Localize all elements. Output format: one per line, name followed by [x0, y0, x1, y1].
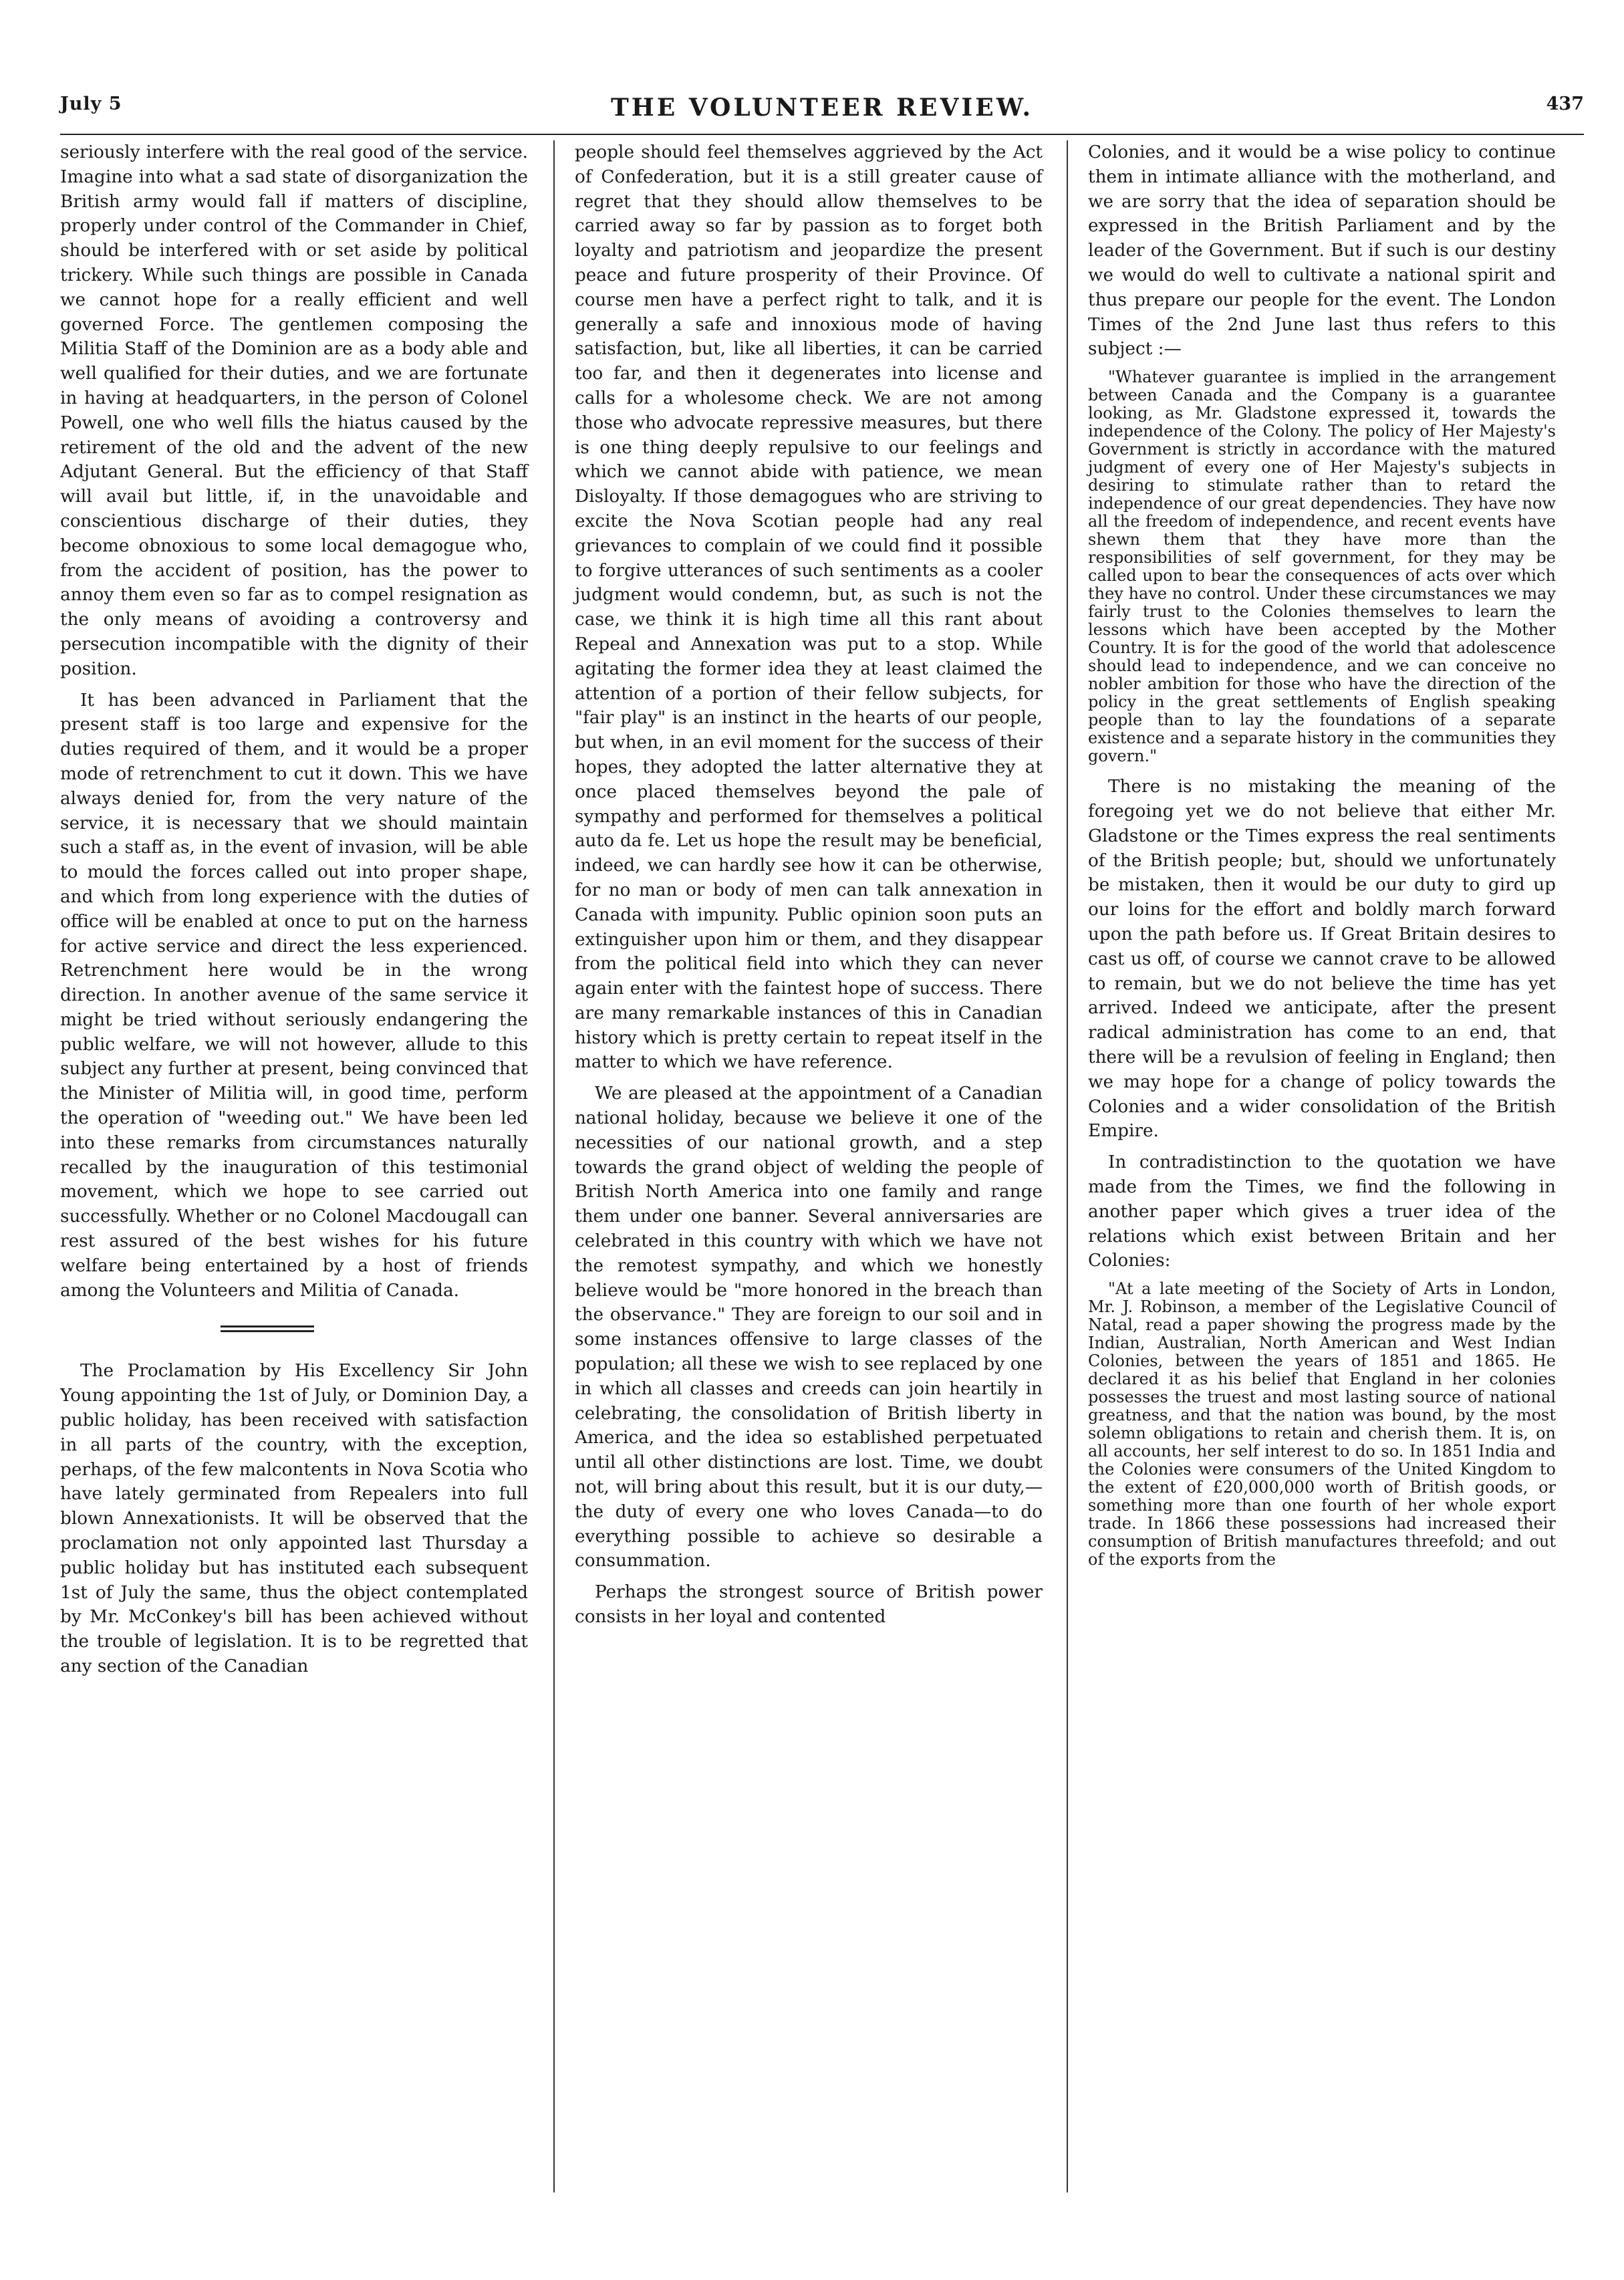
issue-date: July 5 — [60, 94, 122, 114]
article-paragraph: There is no mistaking the meaning of the foregoing yet we do not believe that either Mr. Gladstone or the Times express the real sentiments of the British people; but, should we unfortunately be mistaken, then it would be our duty to gird up our loins for the effort and boldly march forward upon the path before us. If Great Britain desires to cast us off, of course we cannot crave to be allowed to remain, but we do not believe the time has yet arrived. Indeed we anticipate, after the present radical administration has come to an end, that there will be a revulsion of feeling in England; then we may hope for a change of policy towards the Colonies and a wider consolidation of the British Empire. — [1088, 777, 1556, 1142]
article-paragraph: In contradistinction to the quotation we have made from the Times, we find the following in another paper which gives a truer idea of the relations which exist between Britain and her Colonies: — [1088, 1152, 1556, 1271]
page-header — [60, 94, 1584, 134]
page-number: 437 — [1546, 94, 1584, 114]
article-paragraph: people should feel themselves aggrieved by the Act of Confederation, but it is a still greater cause of regret that they should allow themselves to be carried away so far by passion as to forget both loyalty and patriotism and jeopardize the present peace and future prosperity of their Province. Of course men have a perfect right to talk, and it is generally a safe and innoxious mode of having satisfaction, but, like all liberties, it can be carried too far, and then it degenerates into license and calls for a wholesome check. We are not among those who advocate repressive measures, but there is one thing deeply repulsive to our feelings and which we cannot abide with patience, we mean Disloyalty. If those demagogues who are striving to excite the Nova Scotian people had any real grievances to complain of we could find it possible to forgive utterances of such sentiments as a cooler judgment would condemn, but, as such is not the case, we think it is high time all this rant about Repeal and Annexation was put to a stop. While agitating the former idea they at least claimed the attention of a portion of their fellow subjects, for "fair play" is an instinct in the hearts of our people, but when, in an evil moment for the success of their hopes, they adopted the latter alternative they at once placed themselves beyond the pale of sympathy and performed for themselves a political auto da fe. Let us hope the result may be beneficial, indeed, we can hardly see how it can be otherwise, for no man or body of men can talk annexation in Canada with impunity. Public opinion soon puts an extinguisher upon him or them, and they disappear from the political field into which they can never again enter with the faintest hope of success. There are many remarkable instances of this in Canadian history which is pretty certain to repeat itself in the matter to which we have reference. — [575, 142, 1043, 1073]
article-paragraph: Colonies, and it would be a wise policy to continue them in intimate alliance with the motherland, and we are sorry that the idea of separation should be expressed in the British Parliament and by the leader of the Government. But if such is our destiny we would do well to cultivate a national spirit and thus prepare our people for the event. The London Times of the 2nd June last thus refers to this subject :— — [1088, 142, 1556, 360]
article-paragraph: Perhaps the strongest source of British power consists in her loyal and contented — [575, 1582, 1043, 1628]
article-paragraph: seriously interfere with the real good of the service. Imagine into what a sad state of disorganization the British army would fall if matters of discipline, properly under control of the Commander in Chief, should be interfered with or set aside by political trickery. While such things are possible in Canada we cannot hope for a really efficient and well governed Force. The gentlemen composing the Militia Staff of the Dominion are as a body able and well qualified for their duties, and we are fortunate in having at headquarters, in the person of Colonel Powell, one who well fills the hiatus caused by the retirement of the old and the advent of the new Adjutant General. But the efficiency of that Staff will avail but little, if, in the unavoidable and conscientious discharge of their duties, they become obnoxious to some local demagogue who, from the accident of position, has the power to annoy them even so far as to compel resignation as the only means of avoiding a controversy and persecution incompatible with the dignity of their position. — [60, 142, 528, 679]
column-1 — [60, 140, 528, 1686]
block-quote: "At a late meeting of the Society of Arts in London, Mr. J. Robinson, a member of the Legislative Council of Natal, read a paper showing the progress made by the Indian, Australian, North American and West Indian Colonies, between the years of 1851 and 1865. He declared it as his belief that England in her colonies possesses the truest and most lasting source of national greatness, and that the nation was bound, by the most solemn obligations to retain and cherish them. It is, on all accounts, her self interest to do so. In 1851 India and the Colonies were consumers of the United Kingdom to the extent of £20,000,000 worth of British goods, or something more than one fourth of her whole export trade. In 1866 these possessions had increased their consumption of British manufactures threefold; and out of the exports from the — [1088, 1279, 1556, 1569]
column-3 — [1088, 140, 1556, 1578]
column-divider — [553, 140, 555, 2192]
newspaper-page — [60, 40, 1584, 2266]
masthead-title: THE VOLUNTEER REVIEW. — [610, 94, 1034, 122]
column-2 — [575, 140, 1043, 1636]
block-quote: "Whatever guarantee is implied in the arrangement between Canada and the Company is a guarantee looking, as Mr. Gladstone expressed it, towards the independence of the Colony. The policy of Her Majesty's Government is strictly in accordance with the matured judgment of every one of Her Majesty's subjects in desiring to stimulate rather than to retard the independence of our great dependencies. They have now all the freedom of independence, and recent events have shewn them that they have more than the responsibilities of self government, for they may be called upon to bear the consequences of acts over which they have no control. Under these circumstances we may fairly trust to the Colonies themselves to learn the lessons which have been accepted by the Mother Country. It is for the good of the world that adolescence should lead to independence, and we can conceive no nobler ambition for those who have the direction of the policy in the great settlements of English speaking people than to lay the foundations of a separate existence and a separate history in the communities they govern." — [1088, 368, 1556, 766]
article-paragraph: It has been advanced in Parliament that the present staff is too large and expensive for the duties required of them, and it would be a proper mode of retrenchment to cut it down. This we have always denied for, from the very nature of the service, it is necessary that we should maintain such a staff as, in the event of invasion, will be able to mould the forces called out into proper shape, and which from long experience with the duties of office will be enabled at once to put on the harness for active service and direct the less experienced. Retrenchment here would be in the wrong direction. In another avenue of the same service it might be tried without seriously endangering the public welfare, we will not however, allude to this subject any further at present, being convinced that the Minister of Militia will, in good time, perform the operation of "weeding out." We have been led into these remarks from circumstances naturally recalled by the inauguration of this testimonial movement, which we hope to see carried out successfully. Whether or no Colonel Macdougall can rest assured of the best wishes for his future welfare being entertained by a host of friends among the Volunteers and Militia of Canada. — [60, 690, 528, 1301]
section-separator — [60, 1325, 528, 1332]
article-paragraph: We are pleased at the appointment of a Canadian national holiday, because we believe it one of the necessities of our national growth, and a step towards the grand object of welding the people of British North America into one family and range them under one banner. Several anniversaries are celebrated in this country with which we have not the remotest sympathy, and which we honestly believe would be "more honored in the breach than the observance." They are foreign to our soil and in some instances offensive to large classes of the population; all these we wish to see replaced by one in which all classes and creeds can join heartily in celebrating, the consolidation of British liberty in America, and the idea so established perpetuated until all other distinctions are lost. Time, we doubt not, will bring about this result, but it is our duty,—the duty of every one who loves Canada—to do everything possible to achieve so desirable a consummation. — [575, 1084, 1043, 1571]
header-rule — [60, 134, 1584, 135]
column-divider — [1067, 140, 1068, 2192]
article-paragraph: The Proclamation by His Excellency Sir John Young appointing the 1st of July, or Dominion Day, a public holiday, has been received with satisfaction in all parts of the country, with the exception, perhaps, of the few malcontents in Nova Scotia who have lately germinated from Repealers into full blown Annexationists. It will be observed that the proclamation not only appointed last Thursday a public holiday but has instituted each subsequent 1st of July the same, thus the object contemplated by Mr. McConkey's bill has been achieved without the trouble of legislation. It is to be regretted that any section of the Canadian — [60, 1361, 528, 1677]
